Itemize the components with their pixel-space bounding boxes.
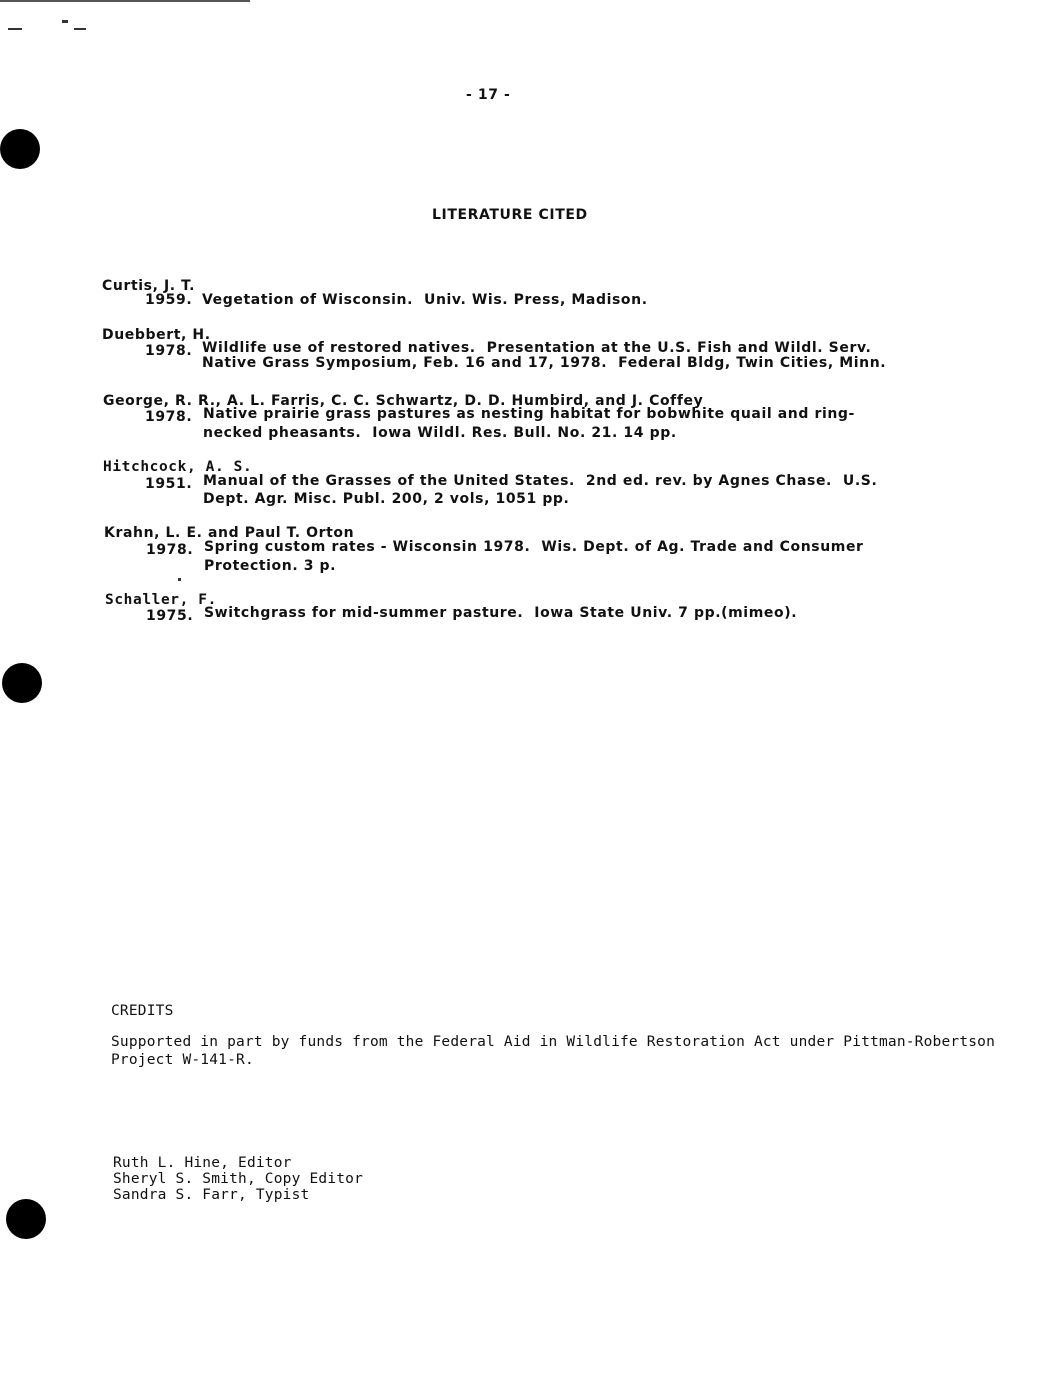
reference-year: 1978. [146, 542, 194, 558]
reference-text: Protection. 3 p. [204, 558, 337, 574]
punch-hole-bottom [6, 1199, 46, 1239]
scan-speck [178, 578, 181, 581]
reference-text: Vegetation of Wisconsin. Univ. Wis. Press, Madison. [202, 292, 648, 308]
staff-line: Ruth L. Hine, Editor [113, 1155, 292, 1171]
reference-author: Krahn, L. E. and Paul T. Orton [104, 525, 355, 541]
scan-speck [8, 28, 22, 30]
reference-year: 1951. [145, 476, 193, 492]
reference-text: Spring custom rates - Wisconsin 1978. Wis. Dept. of Ag. Trade and Consumer [204, 539, 864, 555]
reference-author: Hitchcock, A. S. [103, 459, 253, 475]
credits-text: Project W-141-R. [111, 1052, 254, 1068]
scan-speck [62, 20, 68, 23]
reference-text: Native prairie grass pastures as nesting habitat for bobwhite quail and ring- [203, 406, 855, 422]
staff-line: Sheryl S. Smith, Copy Editor [113, 1171, 364, 1187]
section-heading: LITERATURE CITED [432, 207, 588, 223]
punch-hole-middle [2, 663, 42, 703]
scan-edge-line [0, 0, 250, 2]
reference-text: necked pheasants. Iowa Wildl. Res. Bull. No. 21. 14 pp. [203, 425, 677, 441]
reference-text: Dept. Agr. Misc. Publ. 200, 2 vols, 1051 pp. [203, 491, 570, 507]
reference-year: 1978. [145, 409, 193, 425]
reference-text: Manual of the Grasses of the United States. 2nd ed. rev. by Agnes Chase. U.S. [203, 473, 878, 489]
credits-heading: CREDITS [111, 1003, 174, 1019]
staff-line: Sandra S. Farr, Typist [113, 1187, 310, 1203]
punch-hole-top [0, 129, 40, 169]
page-number: - 17 - [466, 87, 511, 103]
reference-year: 1978. [145, 343, 193, 359]
reference-year: 1975. [146, 608, 194, 624]
reference-text: Native Grass Symposium, Feb. 16 and 17, 1978. Federal Bldg, Twin Cities, Minn. [202, 355, 887, 371]
reference-text: Switchgrass for mid-summer pasture. Iowa State Univ. 7 pp.(mimeo). [204, 605, 798, 621]
reference-year: 1959. [145, 292, 193, 308]
reference-author: George, R. R., A. L. Farris, C. C. Schwartz, D. D. Humbird, and J. Coffey [103, 393, 704, 409]
reference-text: Wildlife use of restored natives. Presentation at the U.S. Fish and Wildl. Serv. [202, 340, 872, 356]
reference-author: Duebbert, H. [102, 327, 211, 343]
reference-author: Curtis, J. T. [102, 278, 196, 294]
credits-text: Supported in part by funds from the Federal Aid in Wildlife Restoration Act under Pittman-Robertson [111, 1034, 996, 1050]
reference-author: Schaller, F. [105, 592, 217, 608]
scan-speck [74, 28, 86, 30]
